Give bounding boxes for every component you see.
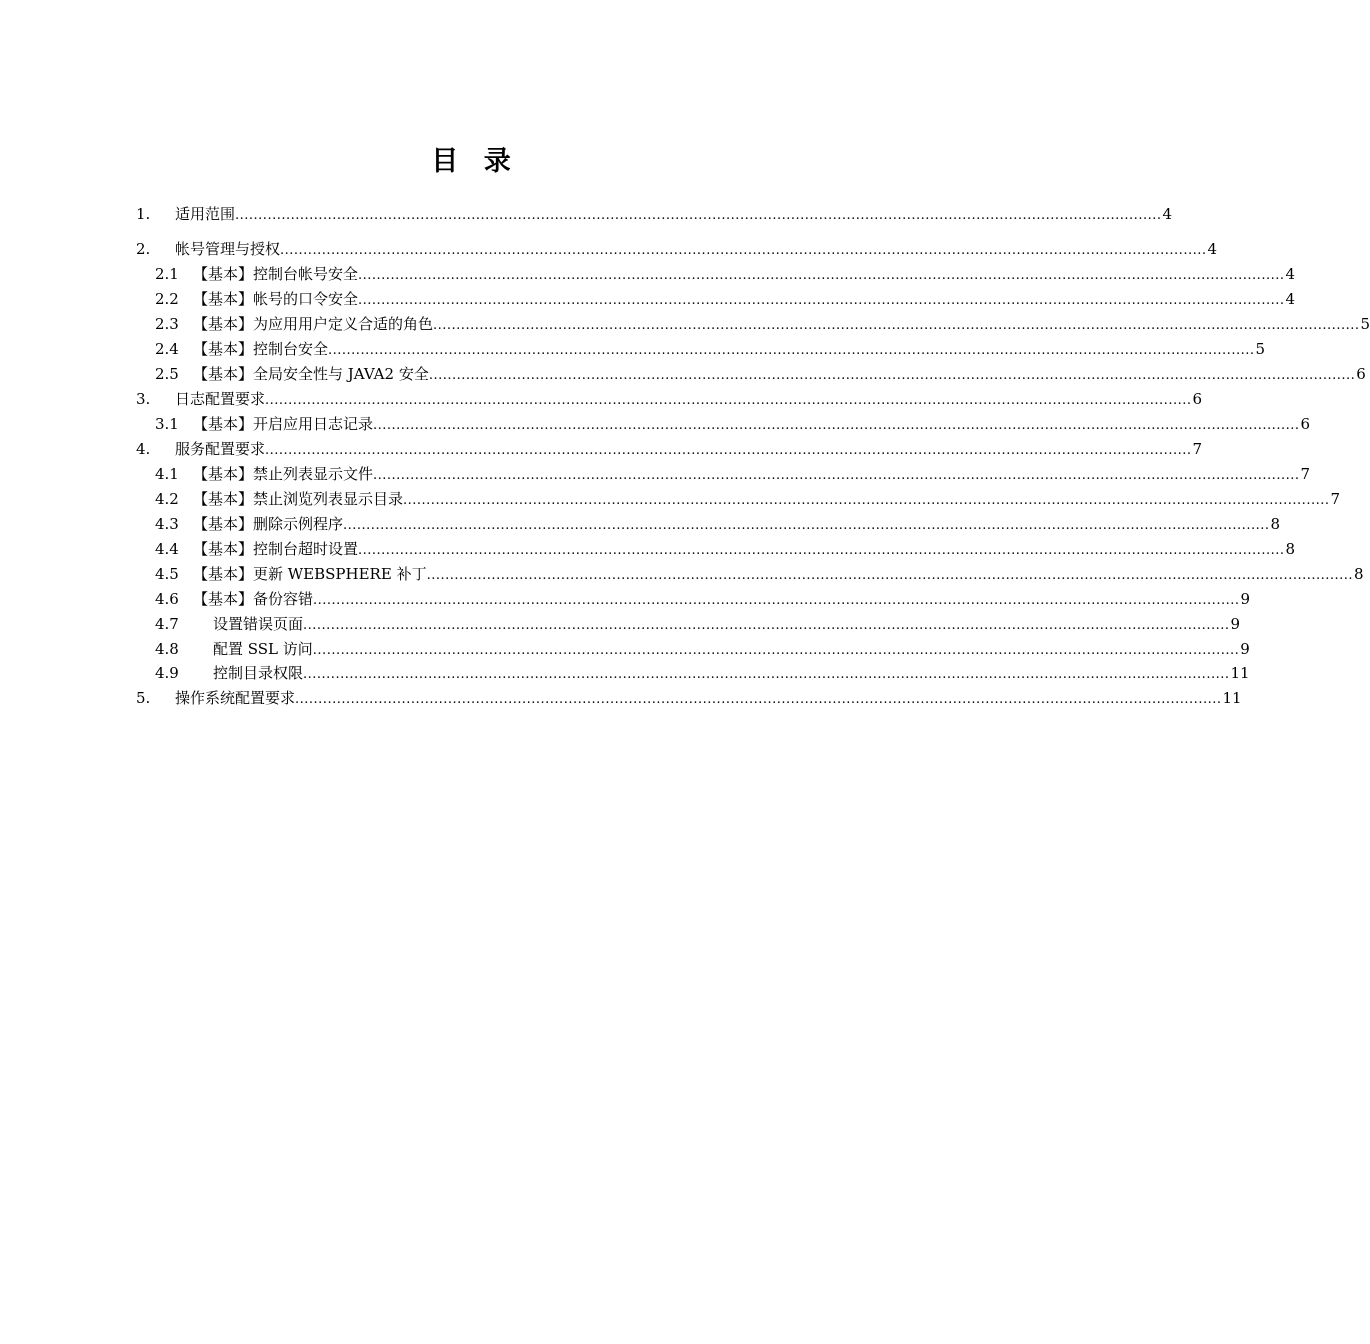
toc-entry[interactable]	[0, 388, 1203, 410]
toc-dot-leader: ........................................................................................................................................................................................................	[403, 493, 1330, 508]
toc-entry-number: 3.	[136, 390, 151, 408]
toc-entry[interactable]	[0, 313, 1370, 335]
toc-entry-title: 【基本】备份容错	[193, 590, 314, 608]
toc-entry-title: 帐号管理与授权	[175, 240, 281, 258]
toc-entry-page: 4	[1285, 290, 1296, 308]
toc-entry-page: 8	[1354, 565, 1364, 583]
toc-dot-leader: ........................................................................................................................................................................................................	[358, 268, 1285, 283]
toc-entry-title: 【基本】控制台超时设置	[193, 540, 359, 558]
toc-entry-page: 8	[1270, 515, 1281, 533]
toc-entry-page: 7	[1300, 465, 1311, 483]
toc-entry-page: 6	[1356, 365, 1366, 383]
toc-entry[interactable]	[0, 613, 1241, 635]
toc-entry-page: 9	[1240, 640, 1250, 658]
toc-dot-leader: ........................................................................................................................................................................................................	[373, 418, 1300, 433]
toc-entry-number: 4.3	[155, 515, 179, 533]
toc-entry[interactable]	[0, 413, 1311, 435]
toc-entry-number: 1.	[136, 205, 151, 223]
toc-entry[interactable]	[0, 238, 1218, 260]
toc-entry-number: 3.1	[155, 415, 179, 433]
toc-entry[interactable]	[0, 662, 1250, 684]
toc-entry[interactable]	[0, 288, 1296, 310]
toc-entry-page: 5	[1360, 315, 1370, 333]
toc-dot-leader: ........................................................................................................................................................................................................	[312, 643, 1240, 658]
toc-entry-title: 配置 SSL 访问	[213, 640, 313, 658]
toc-entry-number: 2.2	[155, 290, 179, 308]
toc-dot-leader: ........................................................................................................................................................................................................	[280, 243, 1207, 258]
toc-entry[interactable]	[0, 338, 1266, 360]
toc-entry-title: 【基本】帐号的口令安全	[193, 290, 359, 308]
toc-entry-title: 控制目录权限	[213, 664, 304, 682]
toc-entry[interactable]	[0, 687, 1242, 709]
toc-entry-title: 【基本】开启应用日志记录	[193, 415, 374, 433]
toc-entry-title: 操作系统配置要求	[175, 689, 296, 707]
toc-entry-number: 2.1	[155, 265, 179, 283]
toc-entry[interactable]	[0, 563, 1364, 585]
toc-dot-leader: ........................................................................................................................................................................................................	[358, 543, 1285, 558]
toc-entry-title: 【基本】禁止列表显示文件	[193, 465, 374, 483]
toc-entry-number: 4.4	[155, 540, 179, 558]
toc-entry-number: 2.3	[155, 315, 179, 333]
toc-dot-leader: ........................................................................................................................................................................................................	[265, 443, 1192, 458]
toc-entry-number: 2.4	[155, 340, 179, 358]
toc-entry-number: 2.	[136, 240, 151, 258]
toc-dot-leader: ........................................................................................................................................................................................................	[358, 293, 1285, 308]
toc-dot-leader: ........................................................................................................................................................................................................	[428, 368, 1356, 383]
toc-entry-page: 5	[1255, 340, 1266, 358]
toc-entry[interactable]	[0, 588, 1251, 610]
toc-entry-number: 2.5	[155, 365, 179, 383]
toc-entry-number: 4.	[136, 440, 151, 458]
toc-dot-leader: ........................................................................................................................................................................................................	[235, 208, 1162, 223]
toc-entry-title: 日志配置要求	[175, 390, 266, 408]
toc-dot-leader: ........................................................................................................................................................................................................	[343, 518, 1270, 533]
toc-entry-page: 9	[1230, 615, 1241, 633]
toc-entry[interactable]	[0, 538, 1296, 560]
toc-entry-number: 4.9	[155, 664, 179, 682]
toc-entry-page: 4	[1207, 240, 1218, 258]
toc-entry[interactable]	[0, 203, 1173, 225]
toc-dot-leader: ........................................................................................................................................................................................................	[265, 393, 1192, 408]
toc-entry-number: 5.	[136, 689, 151, 707]
toc-entry-number: 4.8	[155, 640, 179, 658]
toc-dot-leader: ........................................................................................................................................................................................................	[303, 618, 1230, 633]
page-title: 目 录	[431, 146, 519, 177]
toc-entry[interactable]	[0, 488, 1341, 510]
toc-entry-number: 4.1	[155, 465, 179, 483]
toc-entry-page: 11	[1230, 664, 1250, 682]
toc-entry-title: 【基本】全局安全性与 JAVA2 安全	[193, 365, 429, 383]
toc-dot-leader: ........................................................................................................................................................................................................	[303, 667, 1230, 682]
toc-entry-number: 4.5	[155, 565, 179, 583]
toc-dot-leader: ........................................................................................................................................................................................................	[426, 568, 1354, 583]
toc-entry-page: 6	[1300, 415, 1311, 433]
toc-entry-page: 7	[1192, 440, 1203, 458]
toc-entry-page: 6	[1192, 390, 1203, 408]
toc-entry[interactable]	[0, 463, 1311, 485]
toc-entry-number: 4.7	[155, 615, 179, 633]
toc-entry-title: 【基本】控制台安全	[193, 340, 329, 358]
toc-entry-page: 4	[1162, 205, 1173, 223]
toc-entry-title: 设置错误页面	[213, 615, 304, 633]
toc-entry-page: 7	[1330, 490, 1341, 508]
toc-entry-number: 4.2	[155, 490, 179, 508]
toc-entry[interactable]	[0, 513, 1281, 535]
toc-entry-title: 【基本】控制台帐号安全	[193, 265, 359, 283]
toc-dot-leader: ........................................................................................................................................................................................................	[433, 318, 1360, 333]
toc-entry[interactable]	[0, 363, 1366, 385]
toc-dot-leader: ........................................................................................................................................................................................................	[373, 468, 1300, 483]
toc-entry-title: 【基本】更新 WEBSPHERE 补丁	[193, 565, 427, 583]
toc-dot-leader: ........................................................................................................................................................................................................	[328, 343, 1255, 358]
toc-entry-page: 4	[1285, 265, 1296, 283]
toc-entry-page: 8	[1285, 540, 1296, 558]
toc-entry-page: 11	[1222, 689, 1242, 707]
toc-dot-leader: ........................................................................................................................................................................................................	[295, 692, 1222, 707]
toc-dot-leader: ........................................................................................................................................................................................................	[313, 593, 1240, 608]
toc-entry-title: 服务配置要求	[175, 440, 266, 458]
toc-entry-title: 【基本】删除示例程序	[193, 515, 344, 533]
toc-entry-title: 【基本】为应用用户定义合适的角色	[193, 315, 434, 333]
toc-entry-title: 适用范围	[175, 205, 236, 223]
toc-entry-title: 【基本】禁止浏览列表显示目录	[193, 490, 404, 508]
toc-entry[interactable]	[0, 638, 1250, 660]
toc-entry-page: 9	[1240, 590, 1251, 608]
toc-entry[interactable]	[0, 263, 1296, 285]
toc-entry[interactable]	[0, 438, 1203, 460]
toc-entry-number: 4.6	[155, 590, 179, 608]
